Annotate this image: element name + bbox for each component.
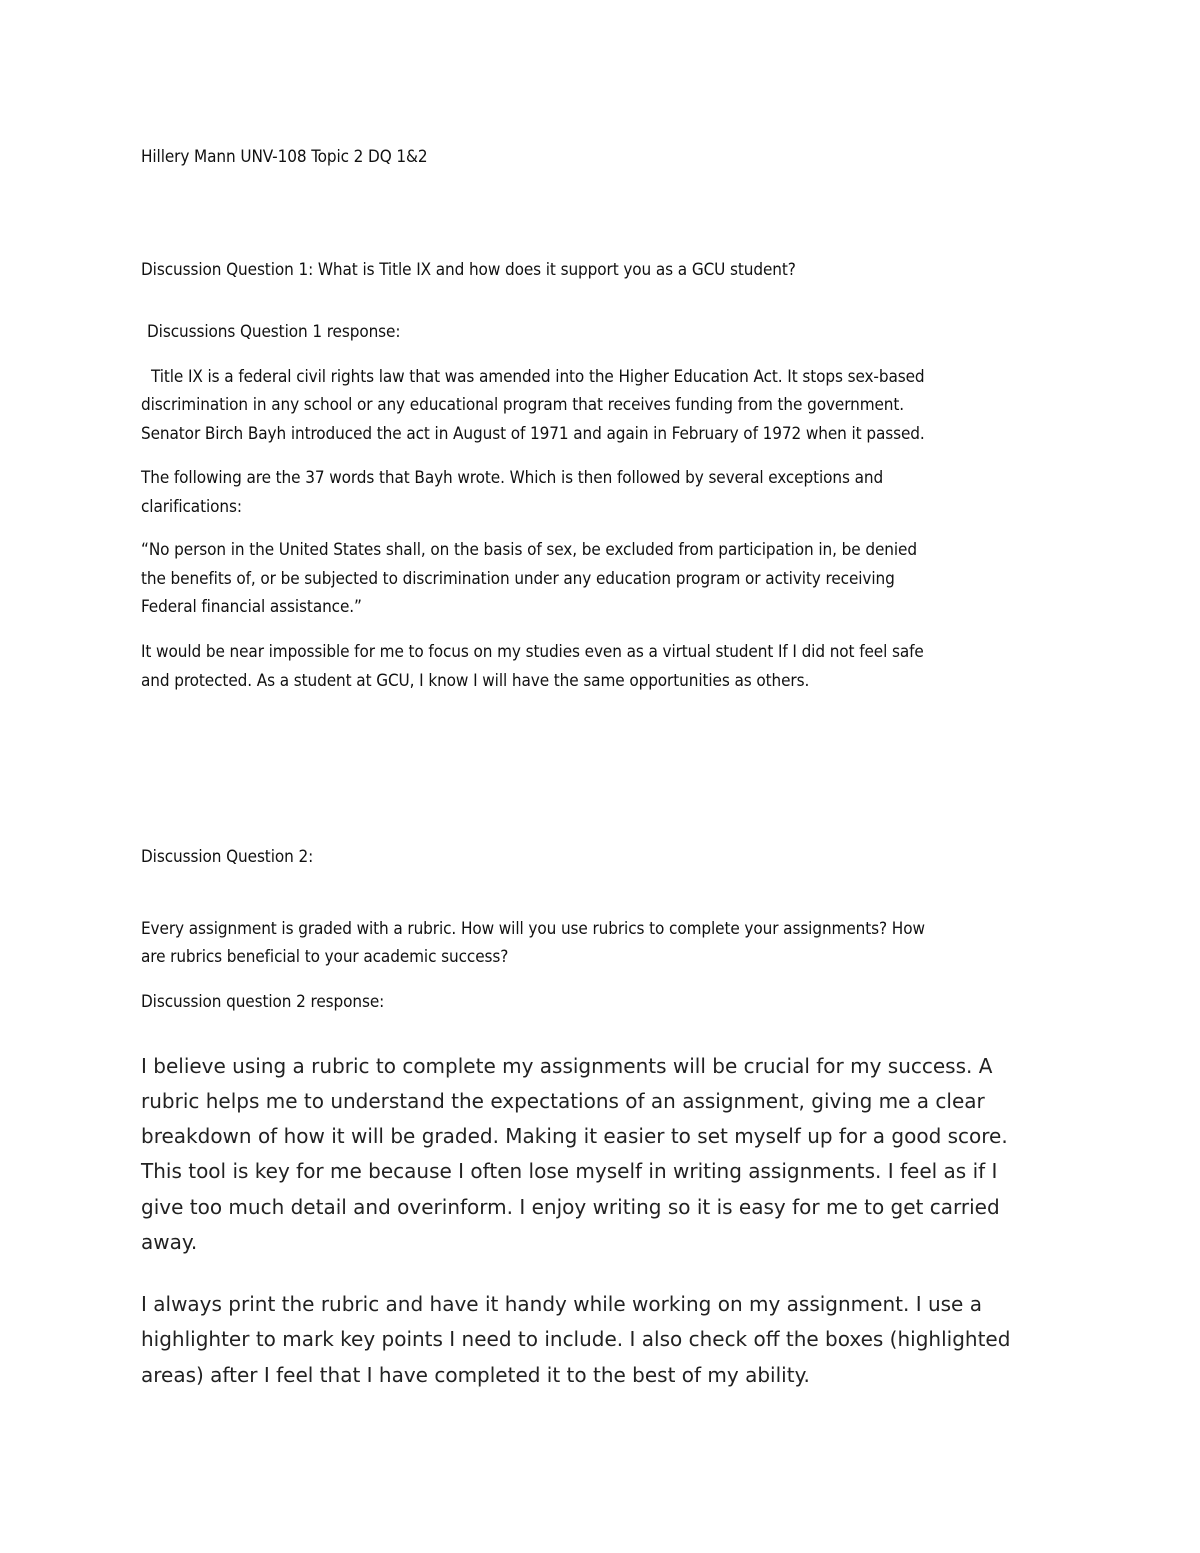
q2-para1-line-3: breakdown of how it will be graded. Making it easier to set myself up for a good score. bbox=[141, 1124, 1008, 1148]
q2-para1-line-2: rubric helps me to understand the expectations of an assignment, giving me a clear bbox=[141, 1089, 985, 1113]
q2-para1-line-4: This tool is key for me because I often lose myself in writing assignments. I feel as if I bbox=[141, 1159, 998, 1183]
q1-quote-line-3: Federal financial assistance.” bbox=[141, 597, 362, 617]
q1-para2-line-2: clarifications: bbox=[141, 497, 242, 517]
q1-para3-line-1: It would be near impossible for me to focus on my studies even as a virtual student If I did not feel safe bbox=[141, 642, 924, 662]
q1-para1-line-2: discrimination in any school or any educational program that receives funding from the government. bbox=[141, 395, 905, 415]
q1-para3-line-2: and protected. As a student at GCU, I know I will have the same opportunities as others. bbox=[141, 671, 810, 691]
document-header: Hillery Mann UNV-108 Topic 2 DQ 1&2 bbox=[141, 147, 428, 167]
q2-para2-line-2: highlighter to mark key points I need to include. I also check off the boxes (highlighted bbox=[141, 1327, 1011, 1351]
q2-para1-line-1: I believe using a rubric to complete my assignments will be crucial for my success. A bbox=[141, 1054, 993, 1078]
q2-para2-line-1: I always print the rubric and have it handy while working on my assignment. I use a bbox=[141, 1292, 982, 1316]
discussion-question-2-heading: Discussion Question 2: bbox=[141, 847, 314, 867]
q1-para2-line-1: The following are the 37 words that Bayh wrote. Which is then followed by several exceptions and bbox=[141, 468, 884, 488]
q1-quote-line-1: “No person in the United States shall, on the basis of sex, be excluded from participation in, be denied bbox=[141, 540, 917, 560]
q2-para2-line-3: areas) after I feel that I have completed it to the best of my ability. bbox=[141, 1363, 810, 1387]
q1-response-label: Discussions Question 1 response: bbox=[147, 322, 401, 342]
q2-question-line-1: Every assignment is graded with a rubric. How will you use rubrics to complete your assignments? How bbox=[141, 919, 925, 939]
q2-response-label: Discussion question 2 response: bbox=[141, 992, 385, 1012]
q1-para1-line-1: Title IX is a federal civil rights law that was amended into the Higher Education Act. It stops sex-based bbox=[151, 367, 925, 387]
discussion-question-1: Discussion Question 1: What is Title IX and how does it support you as a GCU student? bbox=[141, 260, 796, 280]
q2-question-line-2: are rubrics beneficial to your academic success? bbox=[141, 947, 509, 967]
q1-quote-line-2: the benefits of, or be subjected to discrimination under any education program or activity receiving bbox=[141, 569, 895, 589]
q2-para1-line-6: away. bbox=[141, 1230, 198, 1254]
q1-para1-line-3: Senator Birch Bayh introduced the act in August of 1971 and again in February of 1972 when it passed. bbox=[141, 424, 925, 444]
q2-para1-line-5: give too much detail and overinform. I enjoy writing so it is easy for me to get carried bbox=[141, 1195, 1000, 1219]
